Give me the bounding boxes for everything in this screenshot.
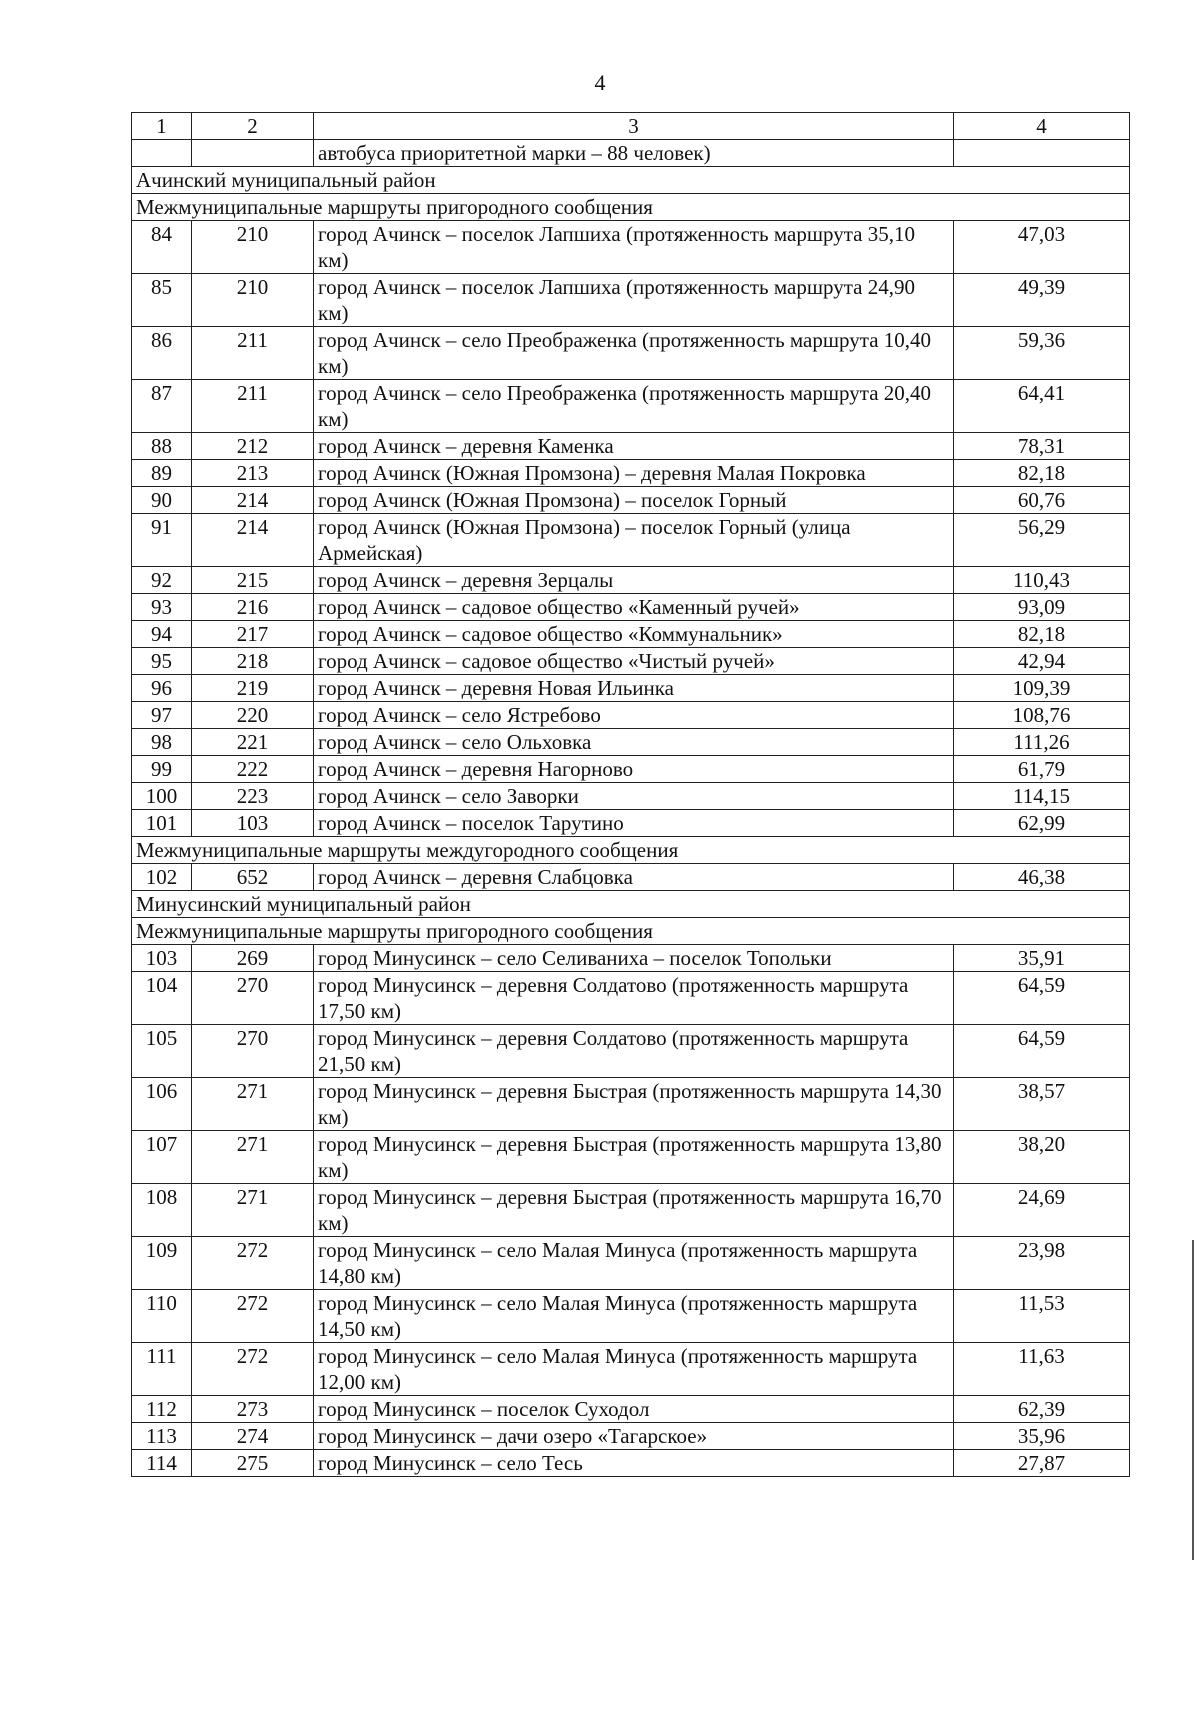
section-header-row (132, 918, 1130, 945)
section-title: Межмуниципальные маршруты междугородного сообщения (132, 837, 1130, 864)
row-number-cell: 88 (132, 433, 192, 460)
tariff-value-cell: 93,09 (954, 594, 1130, 621)
table-row (132, 1025, 1130, 1078)
row-number-cell: 94 (132, 621, 192, 648)
tariff-value-cell (954, 140, 1130, 167)
route-number-cell: 652 (192, 864, 314, 891)
route-number-cell: 103 (192, 810, 314, 837)
route-description-cell: город Ачинск – село Заворки (314, 783, 954, 810)
route-description-cell: город Ачинск – деревня Слабцовка (314, 864, 954, 891)
route-number-cell (192, 140, 314, 167)
section-title: Межмуниципальные маршруты пригородного сообщения (132, 194, 1130, 221)
tariff-value-cell: 35,91 (954, 945, 1130, 972)
route-number-cell: 270 (192, 972, 314, 1025)
table-row (132, 221, 1130, 274)
route-number-cell: 214 (192, 487, 314, 514)
table-row (132, 621, 1130, 648)
route-number-cell: 211 (192, 327, 314, 380)
table-row (132, 945, 1130, 972)
table-row (132, 433, 1130, 460)
tariff-value-cell: 35,96 (954, 1423, 1130, 1450)
row-number-cell: 102 (132, 864, 192, 891)
header-cell-4: 4 (954, 113, 1130, 140)
table-row (132, 1423, 1130, 1450)
route-description-cell: город Ачинск – садовое общество «Каменный ручей» (314, 594, 954, 621)
tariff-value-cell: 62,39 (954, 1396, 1130, 1423)
tariff-value-cell: 64,41 (954, 380, 1130, 433)
section-header-row (132, 167, 1130, 194)
route-number-cell: 272 (192, 1237, 314, 1290)
tariff-value-cell: 64,59 (954, 1025, 1130, 1078)
row-number-cell: 100 (132, 783, 192, 810)
route-number-cell: 216 (192, 594, 314, 621)
table-row (132, 487, 1130, 514)
route-description-cell: город Ачинск – поселок Лапшиха (протяженность маршрута 35,10 км) (314, 221, 954, 274)
route-number-cell: 271 (192, 1184, 314, 1237)
row-number-cell: 109 (132, 1237, 192, 1290)
route-number-cell: 210 (192, 274, 314, 327)
row-number-cell: 105 (132, 1025, 192, 1078)
route-number-cell: 219 (192, 675, 314, 702)
row-number-cell: 89 (132, 460, 192, 487)
route-description-cell: город Ачинск – село Преображенка (протяженность маршрута 10,40 км) (314, 327, 954, 380)
route-description-cell: город Ачинск – поселок Лапшиха (протяженность маршрута 24,90 км) (314, 274, 954, 327)
row-number-cell (132, 140, 192, 167)
table-row (132, 380, 1130, 433)
route-number-cell: 214 (192, 514, 314, 567)
row-number-cell: 104 (132, 972, 192, 1025)
table-row (132, 783, 1130, 810)
header-cell-3: 3 (314, 113, 954, 140)
table-row (132, 327, 1130, 380)
tariff-value-cell: 27,87 (954, 1450, 1130, 1477)
table-row (132, 729, 1130, 756)
tariff-value-cell: 78,31 (954, 433, 1130, 460)
tariff-value-cell: 47,03 (954, 221, 1130, 274)
section-title: Ачинский муниципальный район (132, 167, 1130, 194)
row-number-cell: 85 (132, 274, 192, 327)
row-number-cell: 99 (132, 756, 192, 783)
row-number-cell: 108 (132, 1184, 192, 1237)
tariff-value-cell: 60,76 (954, 487, 1130, 514)
route-number-cell: 275 (192, 1450, 314, 1477)
tariff-value-cell: 23,98 (954, 1237, 1130, 1290)
routes-table-body (132, 113, 1130, 1477)
tariff-value-cell: 114,15 (954, 783, 1130, 810)
tariff-value-cell: 108,76 (954, 702, 1130, 729)
route-description-cell: город Минусинск – деревня Быстрая (протяженность маршрута 13,80 км) (314, 1131, 954, 1184)
route-number-cell: 220 (192, 702, 314, 729)
row-number-cell: 86 (132, 327, 192, 380)
row-number-cell: 110 (132, 1290, 192, 1343)
tariff-value-cell: 56,29 (954, 514, 1130, 567)
route-number-cell: 212 (192, 433, 314, 460)
route-description-cell: город Ачинск – село Ольховка (314, 729, 954, 756)
route-description-cell: город Ачинск – поселок Тарутино (314, 810, 954, 837)
table-row (132, 972, 1130, 1025)
row-number-cell: 93 (132, 594, 192, 621)
tariff-value-cell: 61,79 (954, 756, 1130, 783)
tariff-value-cell: 82,18 (954, 621, 1130, 648)
route-description-cell: город Минусинск – дачи озеро «Тагарское» (314, 1423, 954, 1450)
tariff-value-cell: 109,39 (954, 675, 1130, 702)
table-row (132, 1450, 1130, 1477)
table-row (132, 864, 1130, 891)
table-row (132, 1396, 1130, 1423)
route-description-cell: город Минусинск – село Селиваниха – поселок Топольки (314, 945, 954, 972)
route-number-cell: 271 (192, 1131, 314, 1184)
header-cell-2: 2 (192, 113, 314, 140)
row-number-cell: 107 (132, 1131, 192, 1184)
tariff-value-cell: 38,20 (954, 1131, 1130, 1184)
route-number-cell: 274 (192, 1423, 314, 1450)
route-description-cell: город Минусинск – село Малая Минуса (протяженность маршрута 14,80 км) (314, 1237, 954, 1290)
row-number-cell: 92 (132, 567, 192, 594)
route-number-cell: 223 (192, 783, 314, 810)
row-number-cell: 113 (132, 1423, 192, 1450)
table-row (132, 460, 1130, 487)
page-number: 4 (594, 70, 606, 95)
routes-table (131, 112, 1130, 1477)
row-number-cell: 112 (132, 1396, 192, 1423)
table-row (132, 1237, 1130, 1290)
route-number-cell: 217 (192, 621, 314, 648)
tariff-value-cell: 11,63 (954, 1343, 1130, 1396)
route-number-cell: 210 (192, 221, 314, 274)
row-number-cell: 90 (132, 487, 192, 514)
route-number-cell: 272 (192, 1343, 314, 1396)
route-description-cell: город Ачинск (Южная Промзона) – поселок Горный (улица Армейская) (314, 514, 954, 567)
table-row (132, 1290, 1130, 1343)
route-number-cell: 270 (192, 1025, 314, 1078)
tariff-value-cell: 82,18 (954, 460, 1130, 487)
route-description-cell: город Минусинск – село Малая Минуса (протяженность маршрута 14,50 км) (314, 1290, 954, 1343)
tariff-value-cell: 64,59 (954, 972, 1130, 1025)
row-number-cell: 98 (132, 729, 192, 756)
tariff-value-cell: 110,43 (954, 567, 1130, 594)
route-number-cell: 273 (192, 1396, 314, 1423)
route-description-cell: город Ачинск – деревня Каменка (314, 433, 954, 460)
route-description-cell: город Ачинск (Южная Промзона) – поселок Горный (314, 487, 954, 514)
section-title: Минусинский муниципальный район (132, 891, 1130, 918)
route-number-cell: 222 (192, 756, 314, 783)
table-row (132, 810, 1130, 837)
tariff-value-cell: 46,38 (954, 864, 1130, 891)
row-number-cell: 106 (132, 1078, 192, 1131)
route-description-cell: город Минусинск – деревня Быстрая (протяженность маршрута 16,70 км) (314, 1184, 954, 1237)
table-row (132, 1343, 1130, 1396)
row-number-cell: 91 (132, 514, 192, 567)
route-description-cell: город Минусинск – деревня Быстрая (протяженность маршрута 14,30 км) (314, 1078, 954, 1131)
route-description-cell: город Ачинск – садовое общество «Чистый ручей» (314, 648, 954, 675)
scan-edge-mark (1192, 1240, 1194, 1560)
table-header-row (132, 113, 1130, 140)
route-number-cell: 272 (192, 1290, 314, 1343)
section-header-row (132, 194, 1130, 221)
route-description-cell: город Минусинск – деревня Солдатово (протяженность маршрута 17,50 км) (314, 972, 954, 1025)
row-number-cell: 84 (132, 221, 192, 274)
route-description-cell: автобуса приоритетной марки – 88 человек) (314, 140, 954, 167)
route-description-cell: город Ачинск – село Ястребово (314, 702, 954, 729)
table-row (132, 1078, 1130, 1131)
table-row (132, 567, 1130, 594)
route-description-cell: город Минусинск – село Малая Минуса (протяженность маршрута 12,00 км) (314, 1343, 954, 1396)
tariff-value-cell: 49,39 (954, 274, 1130, 327)
route-description-cell: город Ачинск – деревня Нагорново (314, 756, 954, 783)
route-description-cell: город Минусинск – деревня Солдатово (протяженность маршрута 21,50 км) (314, 1025, 954, 1078)
table-row (132, 274, 1130, 327)
tariff-value-cell: 24,69 (954, 1184, 1130, 1237)
table-row (132, 702, 1130, 729)
row-number-cell: 103 (132, 945, 192, 972)
route-description-cell: город Ачинск – деревня Зерцалы (314, 567, 954, 594)
tariff-value-cell: 111,26 (954, 729, 1130, 756)
row-number-cell: 96 (132, 675, 192, 702)
tariff-value-cell: 11,53 (954, 1290, 1130, 1343)
table-row (132, 1184, 1130, 1237)
section-header-row (132, 891, 1130, 918)
row-number-cell: 114 (132, 1450, 192, 1477)
row-number-cell: 95 (132, 648, 192, 675)
table-row (132, 675, 1130, 702)
section-header-row (132, 837, 1130, 864)
tariff-value-cell: 38,57 (954, 1078, 1130, 1131)
route-number-cell: 269 (192, 945, 314, 972)
header-cell-1: 1 (132, 113, 192, 140)
row-number-cell: 111 (132, 1343, 192, 1396)
table-row (132, 140, 1130, 167)
route-description-cell: город Ачинск (Южная Промзона) – деревня Малая Покровка (314, 460, 954, 487)
route-number-cell: 218 (192, 648, 314, 675)
row-number-cell: 97 (132, 702, 192, 729)
route-description-cell: город Ачинск – село Преображенка (протяженность маршрута 20,40 км) (314, 380, 954, 433)
tariff-value-cell: 42,94 (954, 648, 1130, 675)
route-number-cell: 211 (192, 380, 314, 433)
route-number-cell: 221 (192, 729, 314, 756)
route-number-cell: 213 (192, 460, 314, 487)
route-number-cell: 271 (192, 1078, 314, 1131)
route-description-cell: город Ачинск – садовое общество «Коммунальник» (314, 621, 954, 648)
table-row (132, 648, 1130, 675)
table-row (132, 756, 1130, 783)
route-description-cell: город Ачинск – деревня Новая Ильинка (314, 675, 954, 702)
table-row (132, 594, 1130, 621)
table-row (132, 514, 1130, 567)
row-number-cell: 101 (132, 810, 192, 837)
route-number-cell: 215 (192, 567, 314, 594)
row-number-cell: 87 (132, 380, 192, 433)
section-title: Межмуниципальные маршруты пригородного сообщения (132, 918, 1130, 945)
tariff-value-cell: 59,36 (954, 327, 1130, 380)
route-description-cell: город Минусинск – поселок Суходол (314, 1396, 954, 1423)
table-row (132, 1131, 1130, 1184)
route-description-cell: город Минусинск – село Тесь (314, 1450, 954, 1477)
tariff-value-cell: 62,99 (954, 810, 1130, 837)
